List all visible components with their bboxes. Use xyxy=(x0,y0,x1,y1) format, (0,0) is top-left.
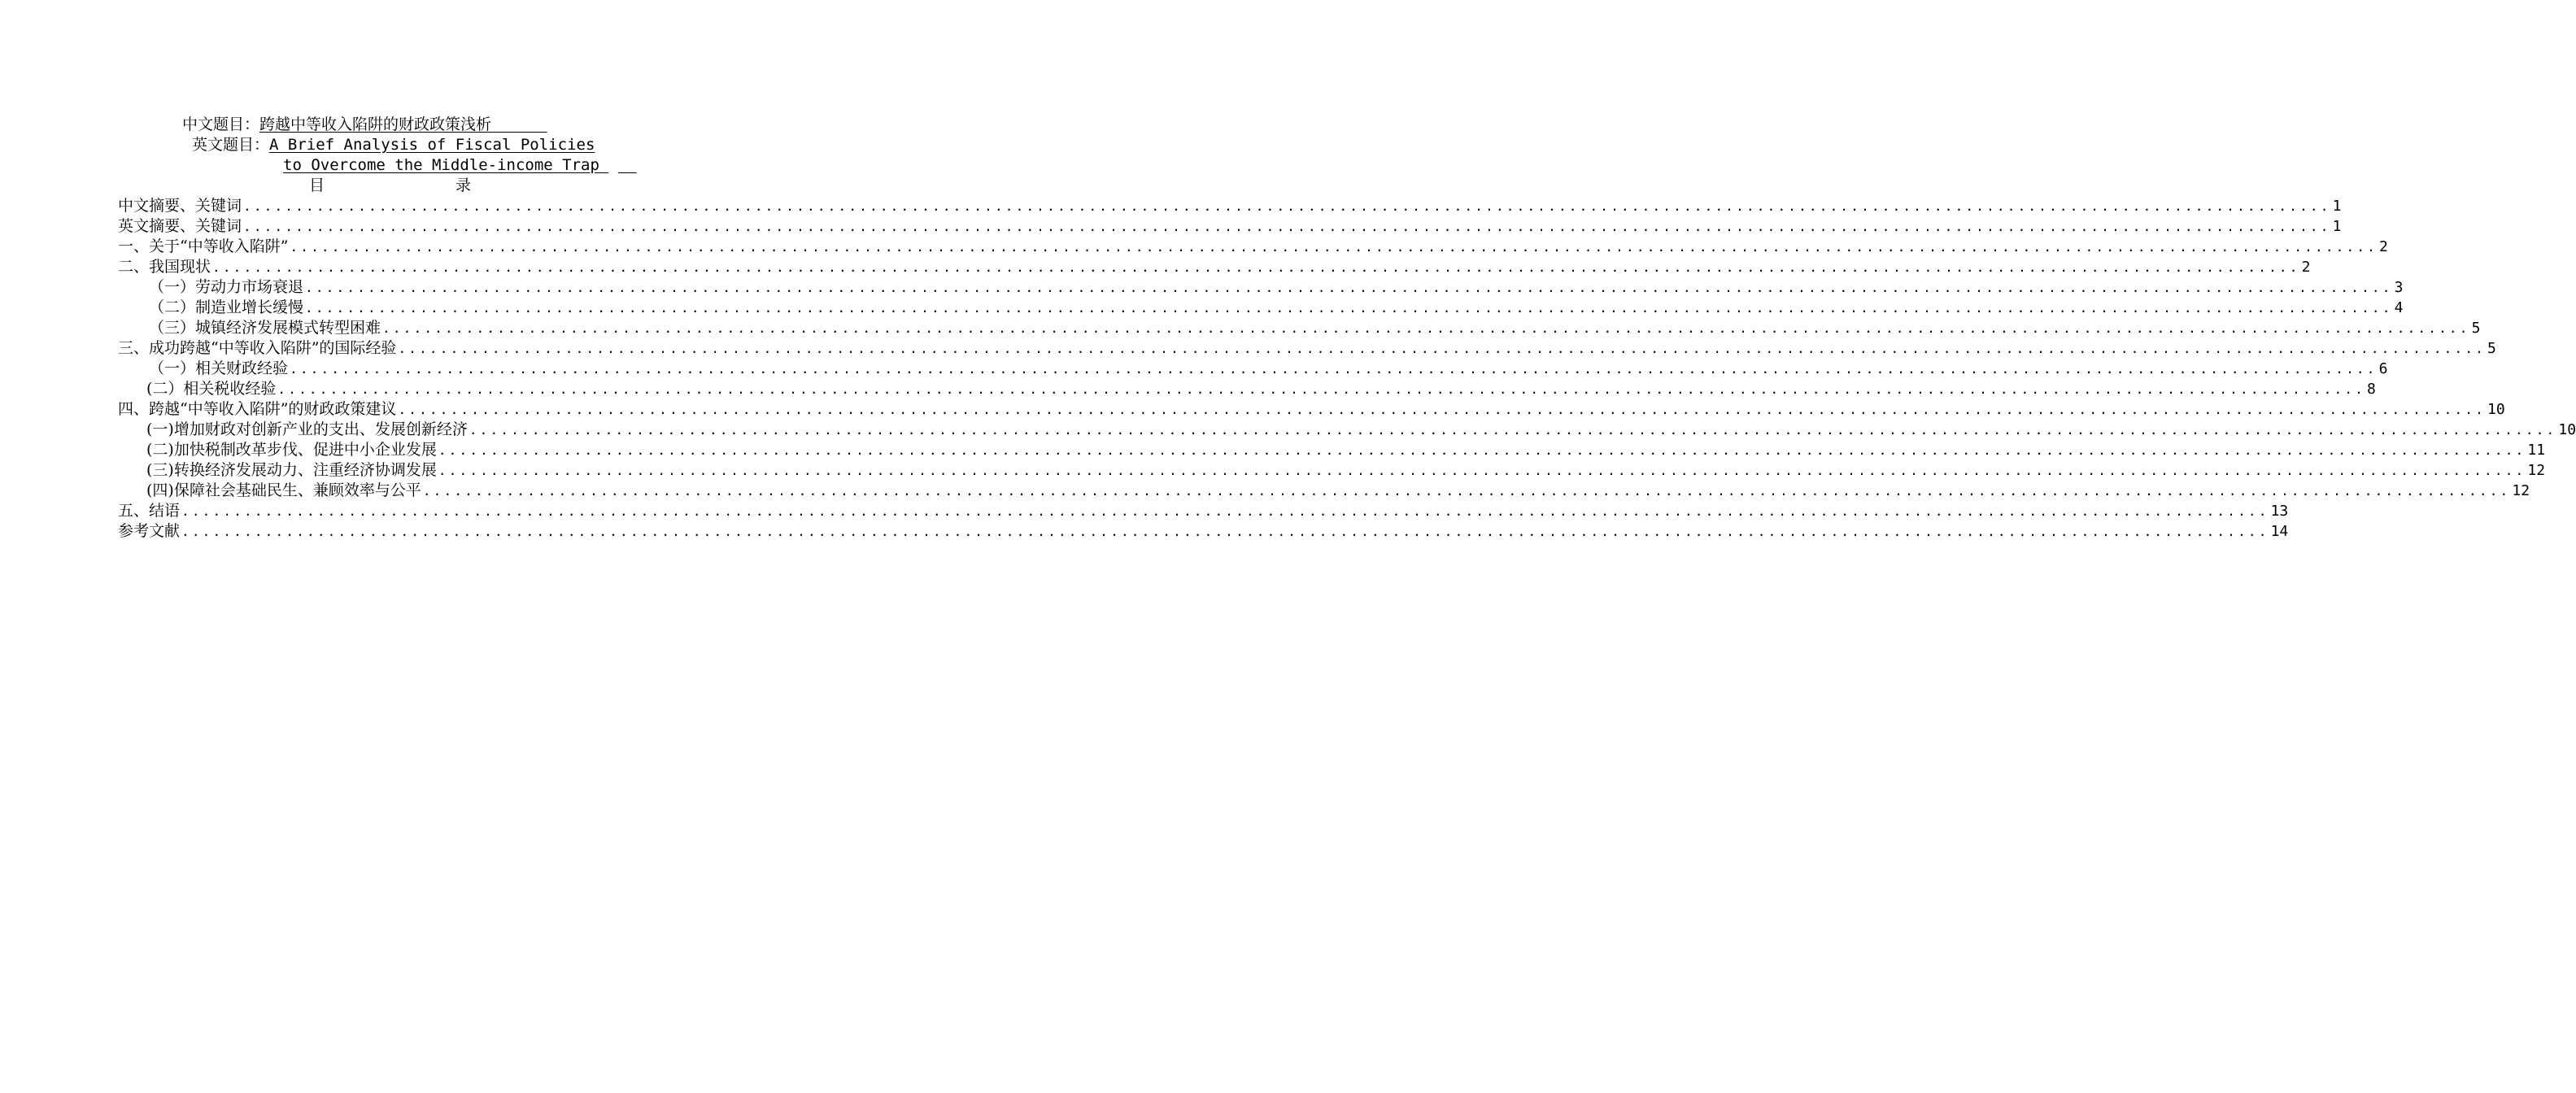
toc-entry-label: （一）劳动力市场衰退 xyxy=(149,278,304,296)
toc-entry-page: 13 xyxy=(2270,503,2289,520)
toc-entry[interactable] xyxy=(146,379,2376,399)
chinese-title-line xyxy=(182,115,547,135)
toc-entry-page: 12 xyxy=(2512,482,2530,499)
toc-entry-page: 5 xyxy=(2471,320,2481,337)
english-title-text-line-1: A Brief Analysis of Fiscal Policies xyxy=(269,136,595,154)
toc-entry[interactable] xyxy=(118,399,2505,420)
toc-entry-label: 四、跨越“中等收入陷阱”的财政政策建议 xyxy=(118,400,397,418)
english-title-label: 英文题目： xyxy=(192,136,270,154)
toc-entry[interactable] xyxy=(146,420,2576,440)
chinese-title-label: 中文题目： xyxy=(182,115,260,133)
toc-entry-page: 1 xyxy=(2332,218,2342,235)
toc-entry[interactable] xyxy=(118,237,2388,257)
toc-entry-page: 12 xyxy=(2527,462,2546,479)
toc-leader-dots: ........................................................................................................................................................................................................ xyxy=(243,198,2331,214)
toc-entry-page: 2 xyxy=(2379,238,2388,255)
toc-entry[interactable] xyxy=(146,440,2546,460)
toc-entry-page: 10 xyxy=(2487,401,2505,418)
toc-entry-label: (二)加快税制改革步伐、促进中小企业发展 xyxy=(146,441,437,459)
toc-entry-page: 1 xyxy=(2332,198,2342,215)
toc-entry-label: (三)转换经济发展动力、注重经济协调发展 xyxy=(146,461,437,479)
chinese-title-text: 跨越中等收入陷阱的财政政策浅析 xyxy=(259,115,492,133)
toc-entry-page: 11 xyxy=(2527,442,2546,459)
toc-leader-dots: ........................................................................................................................................................................................................ xyxy=(305,300,2393,316)
toc-entry[interactable] xyxy=(118,196,2342,216)
toc-entry[interactable] xyxy=(118,338,2496,359)
english-title-text-line-2: to Overcome the Middle-income Trap xyxy=(283,156,609,174)
toc-leader-dots: ........................................................................................................................................................................................................ xyxy=(422,483,2511,499)
toc-entry[interactable] xyxy=(118,257,2311,277)
toc-leader-dots: ........................................................................................................................................................................................................ xyxy=(469,422,2557,438)
toc-entry-label: 一、关于“中等收入陷阱” xyxy=(118,237,289,255)
toc-leader-dots: ........................................................................................................................................................................................................ xyxy=(398,341,2486,356)
toc-entry[interactable] xyxy=(146,460,2546,481)
toc-leader-dots: ........................................................................................................................................................................................................ xyxy=(305,280,2393,295)
toc-entry-page: 4 xyxy=(2394,299,2404,316)
toc-leader-dots: ........................................................................................................................................................................................................ xyxy=(438,442,2526,458)
english-title-line-2 xyxy=(283,155,637,176)
toc-leader-dots: ........................................................................................................................................................................................................ xyxy=(290,361,2378,377)
toc-entry-page: 3 xyxy=(2394,279,2404,296)
toc-entry-label: (二）相关税收经验 xyxy=(146,380,277,398)
toc-entry-label: (四)保障社会基础民生、兼顾效率与公平 xyxy=(146,481,421,499)
toc-entry-page: 6 xyxy=(2378,360,2388,377)
english-title-underline-fill xyxy=(618,156,637,174)
toc-entry-page: 8 xyxy=(2366,381,2376,398)
chinese-title-underline-fill xyxy=(491,115,547,133)
toc-entry-label: （一）相关财政经验 xyxy=(149,359,289,377)
toc-entry-page: 5 xyxy=(2487,340,2496,357)
toc-leader-dots: ........................................................................................................................................................................................................ xyxy=(438,463,2526,478)
toc-entry-label: 二、我国现状 xyxy=(118,258,211,276)
toc-entry[interactable] xyxy=(118,216,2342,237)
toc-leader-dots: ........................................................................................................................................................................................................ xyxy=(277,381,2365,397)
toc-entry-label: 三、成功跨越“中等收入陷阱”的国际经验 xyxy=(118,339,397,357)
toc-entry[interactable] xyxy=(118,521,2289,542)
toc-heading-right: 录 xyxy=(455,176,472,194)
toc-leader-dots: ........................................................................................................................................................................................................ xyxy=(398,402,2486,417)
toc-entry[interactable] xyxy=(149,318,2481,338)
toc-leader-dots: ........................................................................................................................................................................................................ xyxy=(181,503,2269,519)
toc-entry[interactable] xyxy=(149,277,2404,298)
toc-leader-dots: ........................................................................................................................................................................................................ xyxy=(382,320,2470,336)
toc-leader-dots: ........................................................................................................................................................................................................ xyxy=(243,219,2331,234)
toc-heading-left: 目 xyxy=(309,176,325,194)
toc-entry-label: (一)增加财政对创新产业的支出、发展创新经济 xyxy=(146,420,468,438)
toc-leader-dots: ........................................................................................................................................................................................................ xyxy=(212,259,2300,275)
toc-entry-label: 中文摘要、关键词 xyxy=(118,197,242,215)
toc-entry-label: （三）城镇经济发展模式转型困难 xyxy=(149,319,381,337)
toc-entry-page: 2 xyxy=(2301,259,2311,276)
toc-entry[interactable] xyxy=(146,481,2530,501)
toc-leader-dots: ........................................................................................................................................................................................................ xyxy=(290,239,2378,255)
toc-heading xyxy=(309,176,472,196)
toc-entry[interactable] xyxy=(149,359,2388,379)
toc-entry-page: 10 xyxy=(2558,421,2576,438)
toc-entry-label: 五、结语 xyxy=(118,502,181,520)
toc-leader-dots: ........................................................................................................................................................................................................ xyxy=(181,524,2269,539)
toc-entry[interactable] xyxy=(149,298,2404,318)
toc-entry-label: 参考文献 xyxy=(118,522,181,540)
toc-entry-label: （二）制造业增长缓慢 xyxy=(149,298,304,316)
toc-entry[interactable] xyxy=(118,501,2289,521)
toc-entry-page: 14 xyxy=(2270,523,2289,540)
toc-entry-label: 英文摘要、关键词 xyxy=(118,217,242,235)
english-title-line-1 xyxy=(192,135,595,155)
